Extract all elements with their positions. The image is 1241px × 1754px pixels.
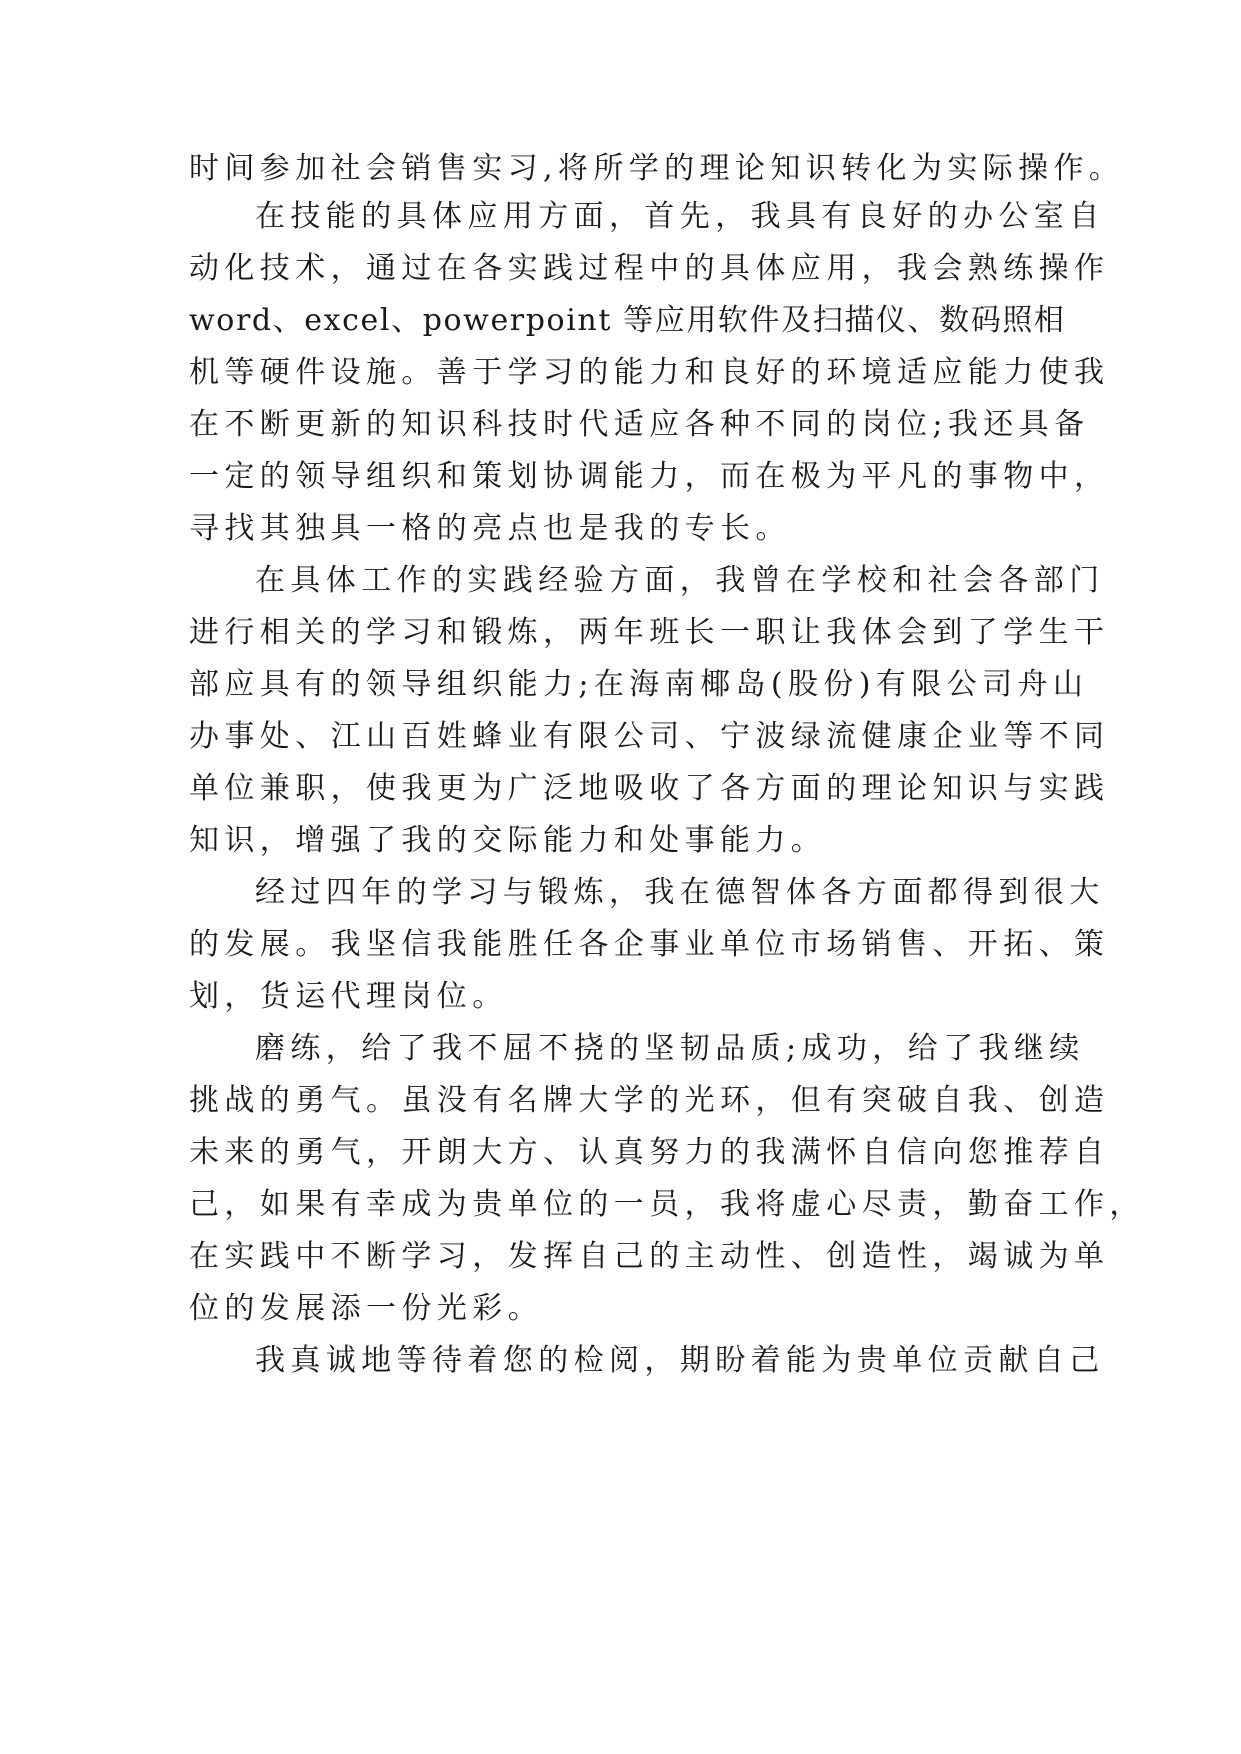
text-line: 单位兼职，使我更为广泛地吸收了各方面的理论知识与实践 [189,771,1110,806]
text-line: word、excel、powerpoint 等应用软件及扫描仪、数码照相 [189,303,1066,338]
text-line: 在不断更新的知识科技时代适应各种不同的岗位;我还具备 [189,407,1090,442]
text-line: 的发展。我坚信我能胜任各企事业单位市场销售、开拓、策 [189,927,1110,962]
text-line: 部应具有的领导组织能力;在海南椰岛(股份)有限公司舟山 [189,667,1089,702]
text-line: 位的发展添一份光彩。 [189,1291,543,1326]
text-line: 进行相关的学习和锻炼，两年班长一职让我体会到了学生干 [189,615,1110,650]
paragraph-start-line: 经过四年的学习与锻炼，我在德智体各方面都得到很大 [255,875,1105,910]
paragraph-start-line: 在具体工作的实践经验方面，我曾在学校和社会各部门 [255,563,1105,598]
text-line: 己，如果有幸成为贵单位的一员，我将虚心尽责，勤奋工作， [189,1187,1145,1222]
text-line: 一定的领导组织和策划协调能力，而在极为平凡的事物中， [189,459,1110,494]
text-line: 在实践中不断学习，发挥自己的主动性、创造性，竭诚为单 [189,1239,1110,1274]
text-line: 知识，增强了我的交际能力和处事能力。 [189,823,827,858]
text-line: 办事处、江山百姓蜂业有限公司、宁波绿流健康企业等不同 [189,719,1110,754]
text-line: 划，货运代理岗位。 [189,979,508,1014]
text-line: 时间参加社会销售实习,将所学的理论知识转化为实际操作。 [189,151,1125,186]
text-line: 寻找其独具一格的亮点也是我的专长。 [189,511,791,546]
paragraph-start-line: 我真诚地等待着您的检阅，期盼着能为贵单位贡献自己 [255,1343,1105,1378]
text-line: 未来的勇气，开朗大方、认真努力的我满怀自信向您推荐自 [189,1135,1110,1170]
text-line: 动化技术，通过在各实践过程中的具体应用，我会熟练操作 [189,251,1110,286]
paragraph-start-line: 磨练，给了我不屈不挠的坚韧品质;成功，给了我继续 [255,1031,1085,1066]
text-line: 机等硬件设施。善于学习的能力和良好的环境适应能力使我 [189,355,1110,390]
text-line: 挑战的勇气。虽没有名牌大学的光环，但有突破自我、创造 [189,1083,1110,1118]
paragraph-start-line: 在技能的具体应用方面，首先，我具有良好的办公室自 [255,199,1105,234]
